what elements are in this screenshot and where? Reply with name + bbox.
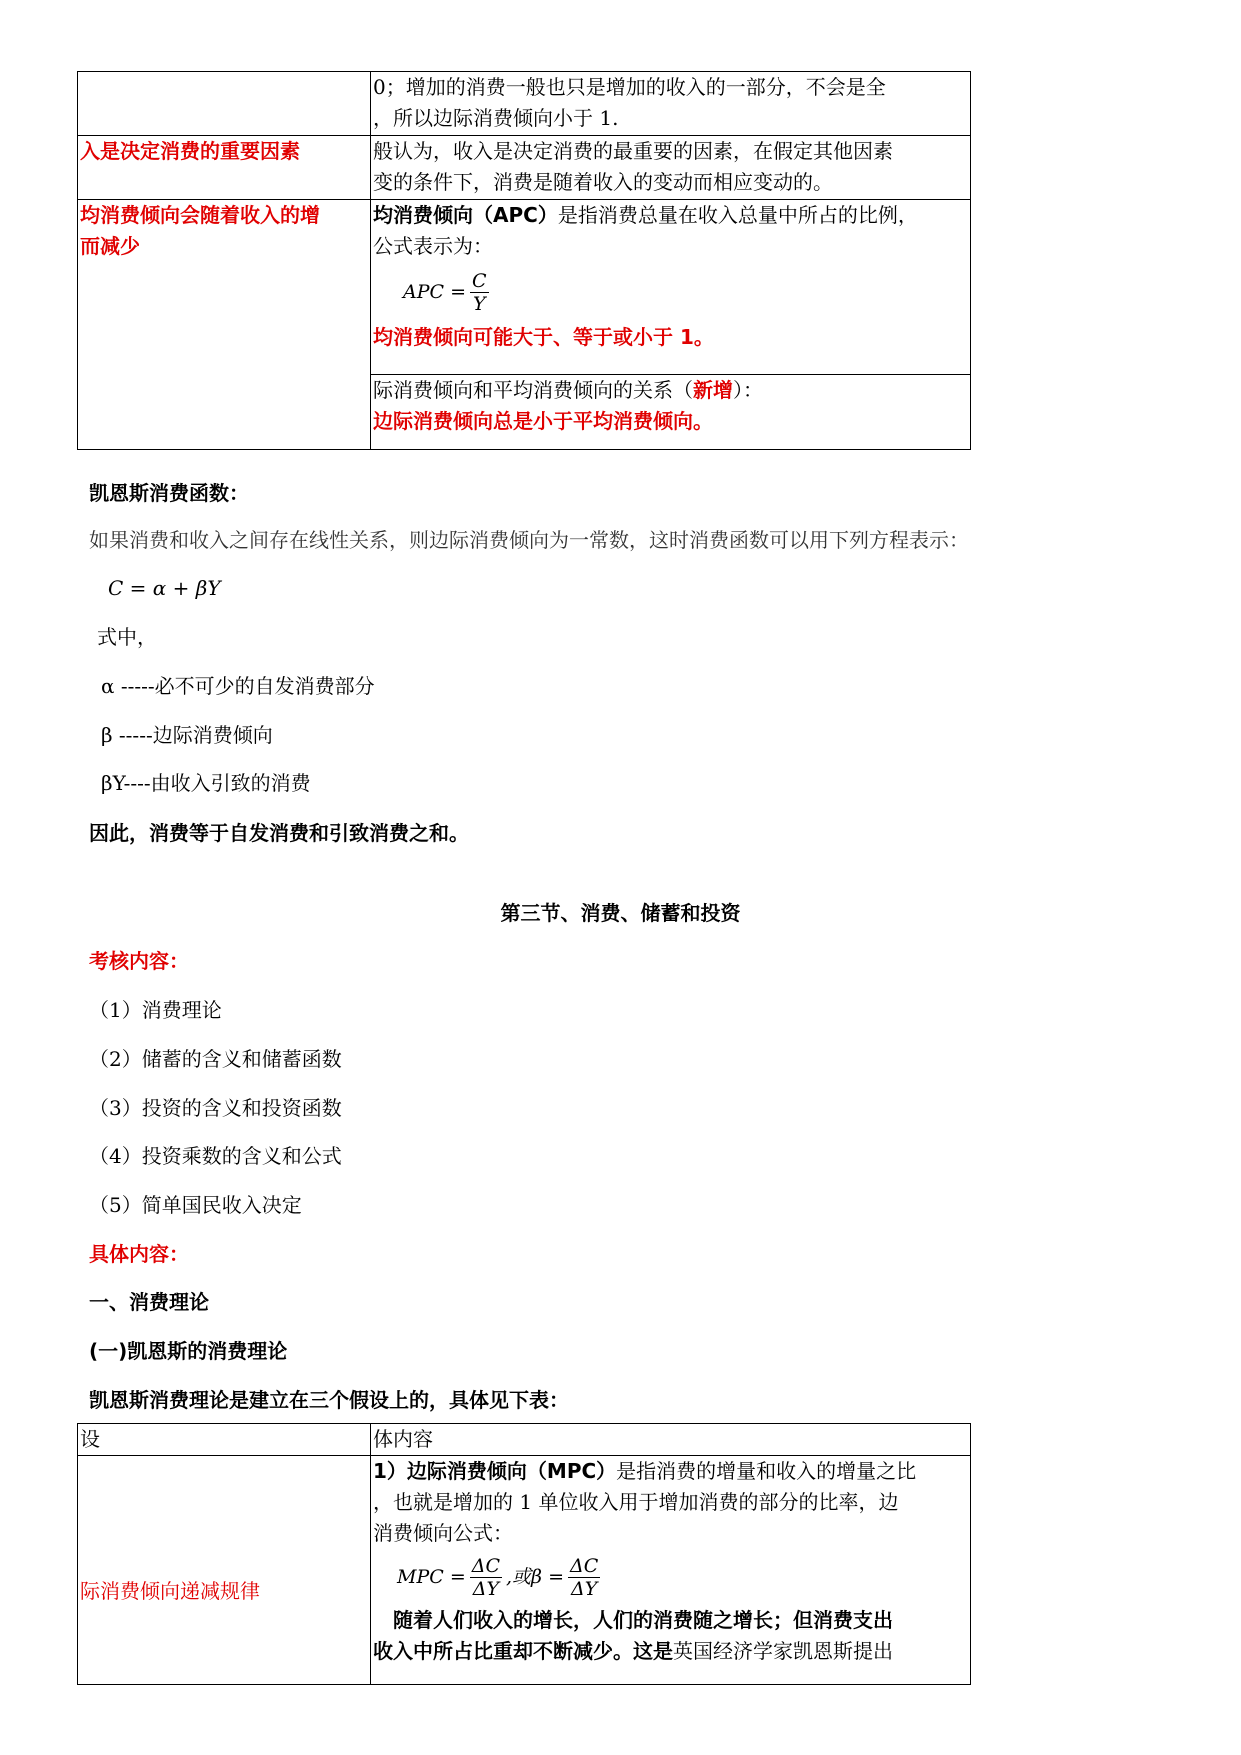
law-text: 随着人们收入的增长，人们的消费随之增长；但消费支出: [393, 1608, 893, 1632]
heading-1: 一、消费理论: [89, 1290, 209, 1314]
cell-text: [373, 375, 970, 406]
formula-mid: ,或β =: [506, 1565, 564, 1588]
apc-conclusion: 均消费倾向可能大于、等于或小于 1。: [373, 325, 714, 349]
table-row: [78, 72, 971, 136]
apc-text: 是指消费总量在收入总量中所占的比例，: [557, 203, 918, 227]
table-cell: [371, 375, 971, 450]
cell-text: 般认为，收入是决定消费的最重要的因素，在假定其他因素: [373, 139, 893, 163]
cell-text: 而减少: [80, 234, 140, 258]
table-cell: 际消费倾向递减规律: [78, 1456, 371, 1685]
table-header-row: [78, 1424, 971, 1456]
list-item: （3）投资的含义和投资函数: [89, 1096, 342, 1120]
denominator: ΔY: [472, 1577, 500, 1600]
apc-definition: [373, 200, 970, 231]
table-cell: 入是决定消费的重要因素: [78, 136, 371, 200]
relation-suffix: ）：: [733, 378, 763, 402]
law-bold: 收入中所占比重却不断减少。这是: [373, 1639, 673, 1663]
relation-text: 际消费倾向和平均消费倾向的关系（: [373, 378, 693, 402]
law-rest: 英国经济学家凯恩斯提出: [673, 1639, 893, 1663]
header-cell: 体内容: [371, 1424, 971, 1456]
cell-text: ，也就是增加的 1 单位收入用于增加消费的部分的比率，边: [373, 1490, 899, 1514]
table-row: [78, 1456, 971, 1685]
numerator: ΔC: [570, 1554, 599, 1577]
list-item: α -----必不可少的自发消费部分: [101, 674, 375, 698]
law-text-2: [373, 1636, 970, 1667]
table-cell: [371, 136, 971, 200]
fraction: [568, 1555, 600, 1600]
where-label: 式中，: [97, 625, 157, 649]
table-cell: [371, 200, 971, 375]
cell-text: 0；增加的消费一般也只是增加的收入的一部分，不会是全: [373, 75, 886, 99]
mpc-formula: [397, 1551, 970, 1603]
cell-text: 消费倾向公式：: [373, 1521, 513, 1545]
list-item: βY----由收入引致的消费: [101, 771, 311, 795]
list-item: β -----边际消费倾向: [101, 723, 273, 747]
list-item: （1）消费理论: [89, 998, 222, 1022]
apc-term: 均消费倾向（APC）: [373, 203, 558, 227]
new-badge: 新增: [693, 378, 733, 402]
table-intro: 凯恩斯消费理论是建立在三个假设上的，具体见下表：: [89, 1388, 569, 1412]
denominator: Y: [473, 292, 486, 315]
cell-text: 公式表示为：: [373, 234, 493, 258]
keynes-conclusion: 因此，消费等于自发消费和引致消费之和。: [89, 821, 469, 845]
numerator: ΔC: [471, 1554, 501, 1577]
mpc-term: 1）边际消费倾向（MPC）: [373, 1459, 617, 1483]
list-item: （4）投资乘数的含义和公式: [89, 1144, 342, 1168]
table-row: [78, 200, 971, 375]
apc-formula: [403, 266, 970, 318]
table-cell: [371, 72, 971, 136]
table-cell: [371, 1456, 971, 1685]
consumption-formula: C = α + βY: [108, 576, 221, 600]
keynes-function-intro: 如果消费和收入之间存在线性关系，则边际消费倾向为一常数，这时消费函数可以用下列方程表示：: [89, 528, 969, 552]
mpc-text: 是指消费的增量和收入的增量之比: [616, 1459, 917, 1483]
fraction: [470, 1555, 502, 1600]
cell-text: 均消费倾向会随着收入的增: [80, 203, 320, 227]
assumptions-table: [77, 1423, 971, 1685]
detail-label: 具体内容：: [89, 1242, 189, 1266]
header-cell: 设: [78, 1424, 371, 1456]
list-item: （2）储蓄的含义和储蓄函数: [89, 1047, 342, 1071]
section-title: 第三节、消费、储蓄和投资: [500, 901, 741, 925]
denominator: ΔY: [571, 1577, 598, 1600]
top-table: [77, 71, 971, 450]
cell-text: ，所以边际消费倾向小于 1.: [373, 106, 619, 130]
formula-lhs: MPC =: [397, 1565, 466, 1588]
heading-2: (一)凯恩斯的消费理论: [89, 1339, 288, 1363]
mpc-definition: [373, 1456, 970, 1487]
fraction: [470, 270, 489, 315]
formula-lhs: APC =: [403, 280, 467, 303]
cell-text: 变的条件下，消费是随着收入的变动而相应变动的。: [373, 170, 833, 194]
keynes-function-title: 凯恩斯消费函数：: [89, 481, 249, 505]
table-cell: [78, 200, 371, 450]
table-row: [78, 136, 971, 200]
numerator: C: [472, 269, 487, 292]
relation-conclusion: 边际消费倾向总是小于平均消费倾向。: [373, 409, 713, 433]
table-cell: [78, 72, 371, 136]
list-item: （5）简单国民收入决定: [89, 1193, 302, 1217]
assess-label: 考核内容：: [89, 949, 189, 973]
